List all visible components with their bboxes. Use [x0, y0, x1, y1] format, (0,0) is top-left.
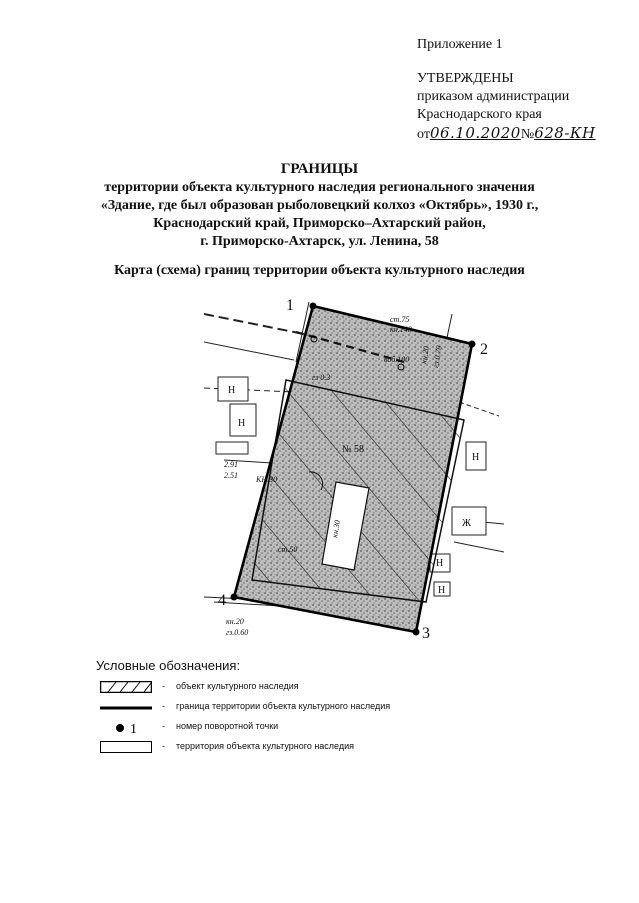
label-kn30: КН.30 [256, 475, 278, 484]
label-st50: ст.50 [278, 545, 298, 554]
approval-line-2: Краснодарского края [417, 107, 542, 122]
label-n1: Н [228, 385, 236, 396]
label-gz060: гз.0.60 [226, 628, 249, 637]
thick-line-icon [100, 701, 152, 713]
point-marker-icon [100, 721, 152, 733]
title-line-2: «Здание, где был образован рыболовецкий колхоз «Октябрь», 1930 г., [100, 198, 539, 213]
legend-item-object [96, 679, 299, 699]
label-n4: Н [438, 585, 446, 596]
title-line-4: г. Приморско-Ахтарск, ул. Ленина, 58 [200, 234, 439, 249]
approved-label: УТВЕРЖДЕНЫ [417, 71, 514, 86]
legend-item-territory [96, 739, 355, 759]
label-gz070: гз.0.70 [431, 344, 444, 369]
legend-header: Условные обозначения: [96, 658, 241, 673]
order-number-prefix: № [520, 127, 535, 142]
legend-text: объект культурного наследия [176, 681, 299, 691]
legend-item-boundary [96, 699, 391, 719]
title-line-3: Краснодарский край, Приморско–Ахтарский район, [153, 216, 486, 231]
title-line-1: территории объекта культурного наследия регионального значения [104, 180, 535, 195]
label-n5: Н [472, 452, 480, 463]
label-n2: Н [238, 418, 246, 429]
label-kn20: кн.20 [419, 345, 432, 365]
point-label-2: 2 [480, 341, 488, 358]
legend-text: номер поворотной точки [176, 721, 279, 731]
approval-line-1: приказом администрации [417, 89, 570, 104]
label-zh: Ж [462, 518, 471, 529]
title-main: ГРАНИЦЫ [280, 161, 359, 177]
label-building-number: № 58 [342, 444, 365, 455]
label-st75: ст.75 [390, 315, 410, 324]
order-prefix: от [417, 127, 430, 142]
label-kn30b: кн.30 [330, 519, 343, 539]
legend-dash: - [162, 701, 165, 711]
legend-dash: - [162, 741, 165, 751]
label-kn140: кн.140 [390, 325, 412, 334]
legend-item-point [96, 719, 279, 739]
boundary-map [204, 292, 504, 642]
empty-box-icon [100, 741, 152, 753]
label-291: 2.91 [224, 460, 238, 469]
legend-text: территория объекта культурного наследия [176, 741, 355, 751]
order-number-handwritten: 628-КН [534, 124, 596, 142]
legend-text: граница территории объекта культурного наследия [176, 701, 391, 711]
legend-dash: - [162, 681, 165, 691]
point-label-4: 4 [218, 592, 226, 609]
label-vob100: воб.100 [384, 355, 410, 364]
legend [96, 658, 391, 759]
approval-block [417, 36, 596, 144]
map-title: Карта (схема) границ территории объекта культурного наследия [114, 263, 525, 278]
order-date-handwritten: 06.10.2020 [429, 124, 521, 142]
label-kn20b: кн.20 [226, 617, 244, 626]
appendix-label: Приложение 1 [417, 37, 503, 52]
order-line [417, 124, 596, 144]
legend-point-number: 1 [130, 722, 137, 733]
hatched-box-icon [100, 681, 152, 693]
label-n3: Н [436, 558, 444, 569]
point-label-3: 3 [422, 625, 430, 642]
document-title [0, 160, 639, 251]
label-gz03: гз 0.3 [312, 373, 331, 382]
point-label-1: 1 [286, 297, 294, 314]
label-251: 2.51 [224, 471, 238, 480]
legend-dash: - [162, 721, 165, 731]
